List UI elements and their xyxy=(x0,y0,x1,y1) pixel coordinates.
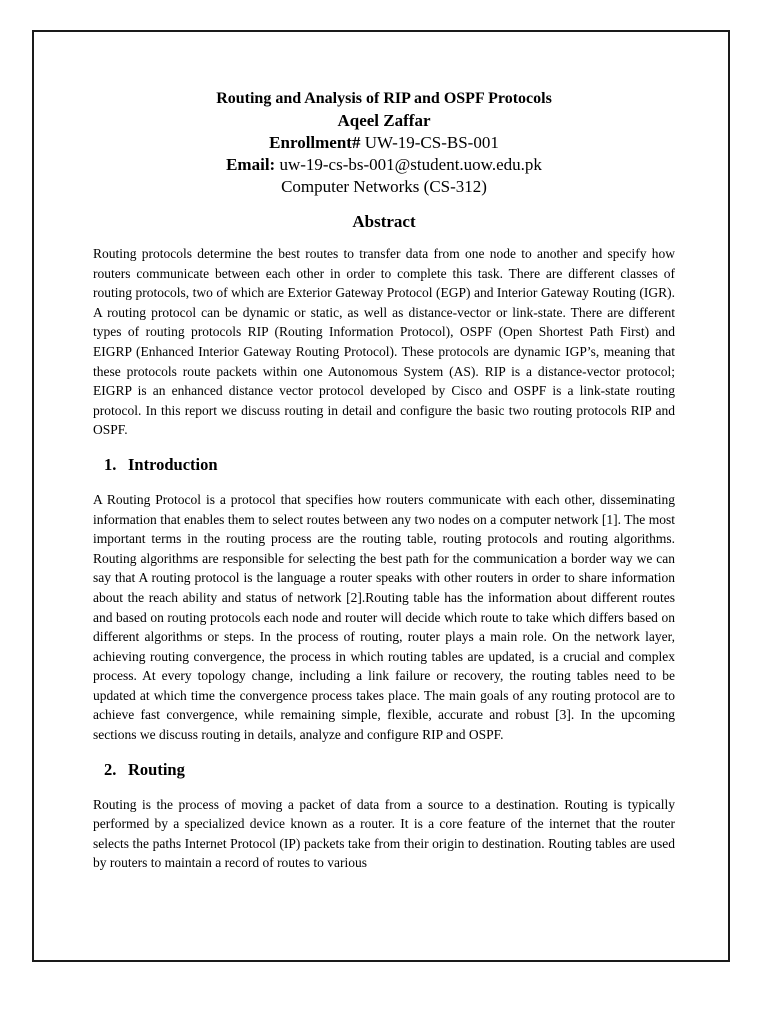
document-content xyxy=(93,88,675,873)
routing-text: Routing is the process of moving a packet of data from a source to a destination. Routing is typically performed by a specialized device known as a router. It is a core feature of the internet that the router selects the paths Internet Protocol (IP) packets take from their origin to destination. Routing tables are used by routers to maintain a record of routes to various xyxy=(93,796,675,871)
section-number: 1. xyxy=(104,454,117,474)
email-value: uw-19-cs-bs-001@student.uow.edu.pk xyxy=(279,155,542,174)
section-heading-introduction xyxy=(104,454,675,476)
enrollment-line xyxy=(93,132,675,154)
section-heading-routing xyxy=(104,759,675,781)
email-label: Email: xyxy=(226,155,276,174)
enrollment-label: Enrollment# xyxy=(269,133,361,152)
paper-title: Routing and Analysis of RIP and OSPF Protocols xyxy=(216,90,552,107)
email-line xyxy=(93,154,675,176)
section-title: Routing xyxy=(128,759,185,779)
introduction-text: A Routing Protocol is a protocol that specifies how routers communicate with each other, disseminating information that enables them to select routes between any two nodes on a computer network [1]. The most important terms in the routing process are the routing table, routing protocols and routing algorithms. Routing algorithms are responsible for selecting the best path for the communication a border way we can say that A routing protocol is the language a router speaks with other routers in order to share information about the reach ability and status of network [2].Routing table has the information about different routes and based on routing protocols each node and router will decide which route to take which differs based on different algorithms or steps. In the process of routing, router plays a main role. On the network layer, achieving routing convergence, the process in which routing tables are updated, is a crucial and complex process. At every topology change, including a link failure or recovery, the routing tables need to be updated at which time the convergence process takes place. The main goals of any routing protocol are to achieve fast convergence, while remaining simple, flexible, accurate and robust [3]. In the upcoming sections we discuss routing in details, analyze and configure RIP and OSPF. xyxy=(93,491,675,743)
author-name: Aqeel Zaffar xyxy=(337,111,431,130)
title-block xyxy=(93,88,675,198)
abstract-text: Routing protocols determine the best routes to transfer data from one node to another and specify how routers communicate between each other in order to complete this task. There are different classes of routing protocols, two of which are Exterior Gateway Protocol (EGP) and Interior Gateway Routing (IGR). A routing protocol can be dynamic or static, as well as distance-vector or link-state. There are different types of routing protocols RIP (Routing Information Protocol), OSPF (Open Shortest Path First) and EIGRP (Enhanced Interior Gateway Routing Protocol). These protocols are dynamic IGP’s, meaning that these protocols route packets within one Autonomous System (AS). RIP is a distance-vector protocol; EIGRP is an enhanced distance vector protocol developed by Cisco and OSPF is a link-state routing protocol. In this report we discuss routing in detail and configure the basic two routing protocols RIP and OSPF. xyxy=(93,246,675,438)
enrollment-value: UW-19-CS-BS-001 xyxy=(364,133,499,152)
abstract-heading: Abstract xyxy=(352,212,416,231)
section-title: Introduction xyxy=(128,454,218,474)
section-number: 2. xyxy=(104,759,117,779)
course-name: Computer Networks (CS-312) xyxy=(281,177,487,196)
